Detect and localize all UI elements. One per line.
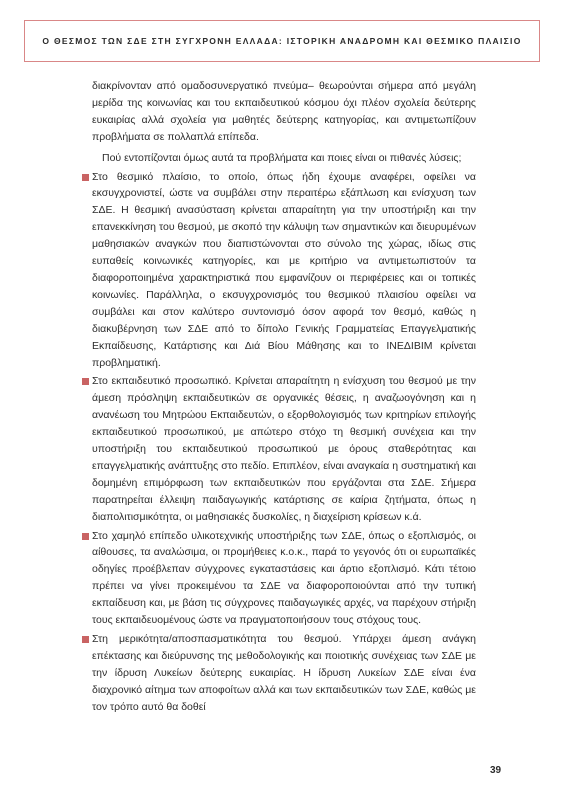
bullet-item bbox=[92, 631, 476, 716]
bullet-item bbox=[92, 373, 476, 525]
square-bullet-icon bbox=[82, 174, 89, 181]
bullet-text: Στο χαμηλό επίπεδο υλικοτεχνικής υποστήριξης των ΣΔΕ, όπως ο εξοπλισμός, οι αίθουσες, τα αναλώσιμα, οι προμήθειες κ.ο.κ., παρά το γεγονός ότι οι ευρωπαϊκές οδηγίες προέβλεπαν σύγχρονες εγκαταστάσεις και άρτιο εξοπλισμό. Κάτι τέτοιο πρέπει να γίνει προκειμένου τα ΣΔΕ να διαφοροποιούνται από την τυπική εκπαίδευση και, με βάση τις σύγχρονες παιδαγωγικές αρχές, να παρέχουν στήριξη τους εκπαιδευομένους ώστε να πραγματοποιήσουν τους στόχους τους. bbox=[92, 529, 476, 627]
bullet-text: Στο εκπαιδευτικό προσωπικό. Κρίνεται απαραίτητη η ενίσχυση του θεσμού με την άμεση πρόσληψη εκπαιδευτικών σε οργανικές θέσεις, η αναζωογόνηση και η ανανέωση του Μητρώου Εκπαιδευτών, ο εξορθολογισμός των κριτηρίων επιλογής εκπαιδευτικού προσωπικού, με απώτερο στόχο τη θεσμική συνέχεια και την υποστήριξη του εκπαιδευτικού προσωπικού με όρους σταθερότητας και επαγγελματικής ανάπτυξης στο πεδίο. Επιπλέον, είναι αναγκαία η συστηματική και δομημένη επιμόρφωση των εκπαιδευτικών που εργάζονται στα ΣΔΕ. Σήμερα παρατηρείται έλλειψη παιδαγωγικής κατάρτισης σε καίρια ζητήματα, όπως η διαπολιτισμικότητα, οι μαθησιακές δυσκολίες, η διαχείριση κρίσεων κ.ά. bbox=[92, 375, 476, 523]
page-number: 39 bbox=[490, 765, 502, 776]
bullet-text: Στη μερικότητα/αποσπασματικότητα του θεσμού. Υπάρχει άμεση ανάγκη επέκτασης και διεύρυνσης της μεθοδολογικής και ποιοτικής συνέχειας των ΣΔΕ με την ίδρυση Λυκείων δεύτερης ευκαιρίας. Η ίδρυση Λυκείων ΣΔΕ είναι ένα διαχρονικό αίτημα των αποφοίτων αλλά και των εκπαιδευτικών των ΣΔΕ, καθώς με τον τρόπο αυτό θα δοθεί bbox=[92, 633, 476, 713]
square-bullet-icon bbox=[82, 378, 89, 385]
bullet-item bbox=[92, 528, 476, 629]
body-text bbox=[92, 78, 476, 718]
running-header-title: Ο ΘΕΣΜΟΣ ΤΩΝ ΣΔΕ ΣΤΗ ΣΥΓΧΡΟΝΗ ΕΛΛΑΔΑ: ΙΣΤΟΡΙΚΗ ΑΝΑΔΡΟΜΗ ΚΑΙ ΘΕΣΜΙΚΟ ΠΛΑΙΣΙΟ bbox=[42, 36, 522, 46]
bullet-item bbox=[92, 169, 476, 372]
square-bullet-icon bbox=[82, 636, 89, 643]
bullet-text: Στο θεσμικό πλαίσιο, το οποίο, όπως ήδη έχουμε αναφέρει, οφείλει να εκσυγχρονιστεί, ώστε να συμβάλει στην περαιτέρω εξάπλωση και ενίσχυση των ΣΔΕ. Η θεσμική ανασύσταση κρίνεται απαραίτητη για την υποστήριξη και την επανεκκίνηση του θεσμού, με σκοπό την κάλυψη των σημαντικών και διευρυμένων μαθησιακών αναγκών που διαπιστώνονται στο σύνολο της χώρας, ιδίως στις ευπαθείς κοινωνικές κατηγορίες, και με κριτήριο να αντιμετωπιστούν τα διαφοροποιημένα χαρακτηριστικά που εμφανίζουν οι περιφέρειες και οι τοπικές κοινωνίες. Παράλληλα, ο εκσυγχρονισμός του θεσμικού πλαισίου οφείλει να συμβάλει και στον καλύτερο συντονισμό όσον αφορά τον θεσμό, καθώς η διακυβέρνηση των ΣΔΕ από το δίπολο Γενικής Γραμματείας Επαγγελματικής Εκπαίδευσης, Κατάρτισης και Διά Βίου Μάθησης και το ΙΝΕΔΙΒΙΜ κρίνεται προβληματική. bbox=[92, 170, 476, 369]
running-header bbox=[24, 20, 540, 62]
question-paragraph: Πού εντοπίζονται όμως αυτά τα προβλήματα και ποιες είναι οι πιθανές λύσεις; bbox=[102, 151, 462, 164]
square-bullet-icon bbox=[82, 533, 89, 540]
continuation-paragraph: διακρίνονταν από ομαδοσυνεργατικό πνεύμα– θεωρούνται σήμερα από μεγάλη μερίδα της κοινωνίας και του εκπαιδευτικού κόσμου όχι πλέον σχολεία δεύτερης ευκαιρίας αλλά σχολεία για μαθητές δεύτερης κατηγορίας, και αντιμετωπίζουν προβλήματα σε πολλαπλά επίπεδα. bbox=[92, 80, 476, 143]
